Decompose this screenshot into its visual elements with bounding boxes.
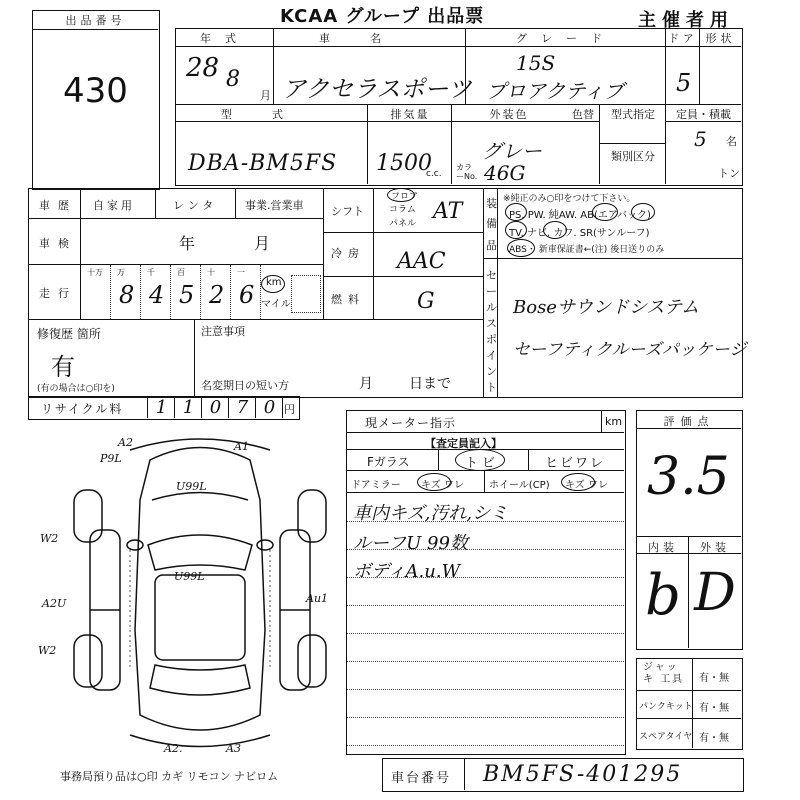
mileage-digit-cell — [81, 265, 111, 319]
shift-value: AT — [433, 199, 463, 224]
inspection-year-unit: 年 — [179, 234, 196, 253]
comment-rule — [347, 633, 624, 634]
diagram-mark: Au1 — [306, 592, 329, 605]
type-designation-label: 型式指定 — [611, 108, 655, 121]
recycle-digit: 1 — [155, 397, 168, 418]
equip-circle-ps — [505, 203, 527, 221]
exterior-grade: D — [694, 563, 736, 623]
displacement-label: 排気量 — [390, 108, 430, 121]
equipment-row3[interactable]: ABS・ 新車保証書←(注) 後日送りのみ — [509, 245, 665, 255]
recycle-digit: 7 — [236, 397, 249, 418]
grading-box — [636, 410, 743, 650]
diagram-mark: A3 — [226, 742, 241, 755]
notes-label: 注意事項 — [201, 325, 245, 338]
car-name: アクセラスポーツ — [282, 75, 472, 103]
lot-number: 430 — [63, 71, 128, 111]
diagram-mark: A2 — [118, 436, 133, 449]
ton-unit: トン — [718, 167, 740, 180]
equip-circle-abs — [507, 239, 535, 257]
month-unit: 月 — [260, 89, 271, 102]
model-label: 型式 — [221, 108, 323, 121]
diagram-mark: A2U — [42, 597, 67, 610]
comment-rule — [347, 521, 624, 522]
recycle-digit: 1 — [182, 397, 195, 418]
repair-value: 有 — [51, 353, 75, 381]
sales-point-label-char: ル — [486, 301, 497, 314]
comment-rule — [347, 717, 624, 718]
recycle-digit-cell — [255, 397, 282, 418]
score-value: 3.5 — [647, 447, 730, 507]
comment-rule — [347, 549, 624, 550]
equipment-row1[interactable]: PS. PW. 純AW. AB(エアバック) — [509, 210, 651, 221]
inspector-section-title: 【査定員記入】 — [425, 437, 502, 450]
sales-point-label-char: ー — [486, 285, 497, 298]
glass-chip-circle — [455, 449, 505, 471]
wheel-options[interactable]: キズ ワレ — [565, 480, 608, 491]
exterior-color-value: グレー — [482, 139, 542, 163]
f-glass-label: Fガラス — [367, 455, 410, 469]
short-term-label: 名変期日の短い方 — [201, 379, 289, 392]
diagram-mark: W2 — [38, 644, 57, 657]
diagram-mark: U99L — [174, 570, 205, 583]
recycle-fee-box — [28, 396, 300, 420]
shift-option-panel[interactable]: パネル — [389, 219, 417, 229]
sales-point-label-char: ト — [486, 381, 497, 394]
fuel-value: G — [417, 289, 435, 314]
capacity-label: 定員・積載 — [676, 108, 731, 121]
mileage-digit-cell — [201, 265, 231, 319]
grade-line1: 15S — [516, 51, 556, 75]
short-term-month: 月 — [359, 376, 373, 392]
mileage-digit-header: 百 — [177, 268, 185, 277]
displacement-value: 1500 — [376, 151, 432, 176]
mileage-digit-cell — [171, 265, 201, 319]
wheel-scratch-circle — [561, 473, 595, 491]
chassis-label: 車台番号 — [391, 771, 452, 786]
meter-km-unit: km — [605, 415, 623, 428]
shift-label: シフト — [331, 205, 364, 218]
exterior-grade-label: 外装 — [700, 541, 730, 554]
chassis-value: BM5FS-401295 — [483, 762, 683, 787]
inspection-label: 車検 — [39, 237, 77, 250]
fuel-label: 燃料 — [331, 293, 365, 306]
sales-point-label-char: ス — [486, 317, 497, 330]
mileage-digit-cell — [141, 265, 171, 319]
recycle-digit: 0 — [209, 397, 222, 418]
puncture-yes-no[interactable]: 有・無 — [699, 703, 729, 714]
mile-unit: マイル — [261, 299, 291, 310]
history-label: 車歴 — [39, 199, 77, 212]
score-label: 評価点 — [663, 415, 715, 428]
equipment-row2[interactable]: TV. ナビ. カワ. SR(サンルーフ) — [509, 228, 650, 239]
mileage-digit: 8 — [119, 281, 135, 309]
spare-label: スペアタイヤ — [639, 732, 693, 742]
comment-rule — [347, 745, 624, 746]
comment-1: 車内キズ,汚れ,シミ — [353, 503, 509, 524]
mileage-digit: 5 — [179, 281, 195, 309]
mileage-dotbox — [291, 275, 321, 313]
spare-yes-no[interactable]: 有・無 — [699, 733, 729, 744]
repaint-label: 色替 — [572, 108, 594, 121]
diagram-mark: A2. — [164, 742, 183, 755]
mileage-digit-header: 千 — [147, 268, 155, 277]
color-no-label: カラーNo. — [456, 163, 478, 181]
diagram-mark: P9L — [100, 452, 122, 465]
mileage-digit: 6 — [239, 281, 255, 309]
recycle-yen-divider — [282, 397, 283, 418]
group-title: KCAA グループ 出品票 — [280, 6, 485, 27]
recycle-label: リサイクル料 — [41, 402, 124, 416]
interior-grade: b — [645, 563, 681, 628]
sales-point-label-char: イ — [486, 349, 497, 362]
exterior-color-label: 外装色 — [489, 108, 529, 121]
km-unit: km — [266, 277, 282, 288]
equipment-note: ※純正のみ○印をつけて下さい。 — [503, 194, 636, 204]
sales-point-label-char: セ — [486, 269, 497, 282]
puncture-label: パンクキット — [639, 702, 693, 712]
repair-label: 修復歴 箇所 — [37, 327, 101, 341]
mileage-label: 走行 — [39, 287, 77, 300]
private-use[interactable]: 自家用 — [93, 199, 135, 212]
glass-option-chip[interactable]: トビ — [465, 456, 500, 471]
office-keys-note: 事務局預り品は○印 カギ リモコン ナビロム — [60, 770, 279, 783]
capacity-unit: 名 — [726, 135, 737, 148]
capacity-value: 5 — [694, 127, 707, 151]
equip-circle-nav — [543, 221, 567, 239]
aircon-value: AAC — [397, 249, 446, 274]
comment-rule — [347, 577, 624, 578]
equip-circle-aw — [592, 203, 618, 221]
recycle-digit-cell — [201, 397, 228, 418]
inspection-month-unit: 月 — [254, 234, 271, 253]
comment-2: ルーフU 99数 — [353, 533, 468, 554]
km-circle — [261, 275, 285, 293]
doors-value: 5 — [676, 69, 692, 97]
mileage-digit-cell — [111, 265, 141, 319]
chassis-box — [382, 758, 744, 792]
year-label: 年式 — [200, 32, 250, 45]
grade-label: グレード — [516, 32, 616, 45]
color-no-value: 46G — [484, 161, 526, 185]
recycle-digit-cell — [147, 397, 174, 418]
yen-unit: 円 — [284, 403, 295, 416]
comment-3: ボディA.u.W — [353, 561, 461, 582]
grade-line2: プロアクティブ — [486, 79, 624, 103]
business-use[interactable]: 事業.営業車 — [245, 199, 304, 212]
comment-rule — [347, 661, 624, 662]
shift-option-floor[interactable]: フロア — [391, 192, 419, 202]
jack-yes-no[interactable]: 有・無 — [699, 673, 729, 684]
lot-number-box — [32, 10, 160, 190]
mileage-digit-cell — [231, 265, 261, 319]
equip-circle-tv — [505, 221, 527, 239]
lot-number-label: 出品番号 — [33, 11, 158, 30]
mileage-digit-header: 万 — [117, 268, 125, 277]
mileage-digit-header: 十 — [207, 268, 215, 277]
wheel-label: ホイール(CP) — [489, 480, 550, 491]
diagram-mark: U99L — [176, 480, 207, 493]
mirror-scratch-circle — [417, 473, 451, 491]
diagram-mark: A1 — [234, 440, 249, 453]
recycle-digit-cell — [174, 397, 201, 418]
sales-point-label-char: ン — [486, 365, 497, 378]
equipment-label-3: 品 — [486, 239, 497, 252]
diagram-mark: W2 — [40, 532, 59, 545]
cc-unit: c.c. — [426, 169, 442, 179]
sales-point-1: Boseサウンドシステム — [513, 297, 700, 318]
mileage-digit: 4 — [149, 281, 165, 309]
short-term-day: 日まで — [409, 376, 451, 392]
accessories-box — [636, 658, 743, 750]
mileage-digit-header: 一 — [237, 268, 245, 277]
mileage-digit: 2 — [209, 281, 225, 309]
glass-option-crack[interactable]: ヒビワレ — [545, 456, 606, 471]
mirror-options[interactable]: キズ ワレ — [421, 480, 464, 491]
shift-option-column[interactable]: コラム — [389, 205, 416, 215]
shift-floor-circle — [387, 188, 415, 202]
equipment-label-1: 装 — [486, 197, 497, 210]
inspector-box — [346, 410, 626, 755]
sales-point-2: セーフティクルーズパッケージ — [513, 340, 747, 360]
meter-label: 現メーター指示 — [365, 416, 457, 430]
doors-label: ドア — [668, 32, 698, 45]
equipment-label-2: 備 — [486, 217, 497, 230]
aircon-label: 冷房 — [331, 247, 365, 260]
year-value: 28 — [186, 53, 220, 83]
jack-label: ジャッキ 工具 — [643, 662, 685, 685]
sales-point-label-char: ポ — [486, 333, 497, 346]
shape-label: 形状 — [705, 32, 736, 45]
comment-rule — [347, 605, 624, 606]
month-value: 8 — [226, 67, 240, 92]
mileage-digit-header: 十万 — [87, 268, 103, 277]
equip-circle-ab — [631, 203, 655, 221]
history-table — [28, 188, 747, 398]
comment-rule — [347, 689, 624, 690]
mirror-label: ドアミラー — [351, 480, 401, 491]
car-name-label: 車名 — [319, 32, 421, 45]
category-label: 類別区分 — [611, 150, 655, 163]
model-value: DBA-BM5FS — [188, 151, 338, 176]
organizer-label: 主催者用 — [638, 10, 734, 31]
recycle-digit-cell — [228, 397, 255, 418]
vehicle-info-table — [175, 28, 743, 186]
repair-note: (有の場合は○印を) — [37, 384, 115, 394]
rental[interactable]: レンタ — [173, 199, 218, 212]
recycle-digit: 0 — [263, 397, 276, 418]
interior-label: 内装 — [648, 541, 678, 554]
